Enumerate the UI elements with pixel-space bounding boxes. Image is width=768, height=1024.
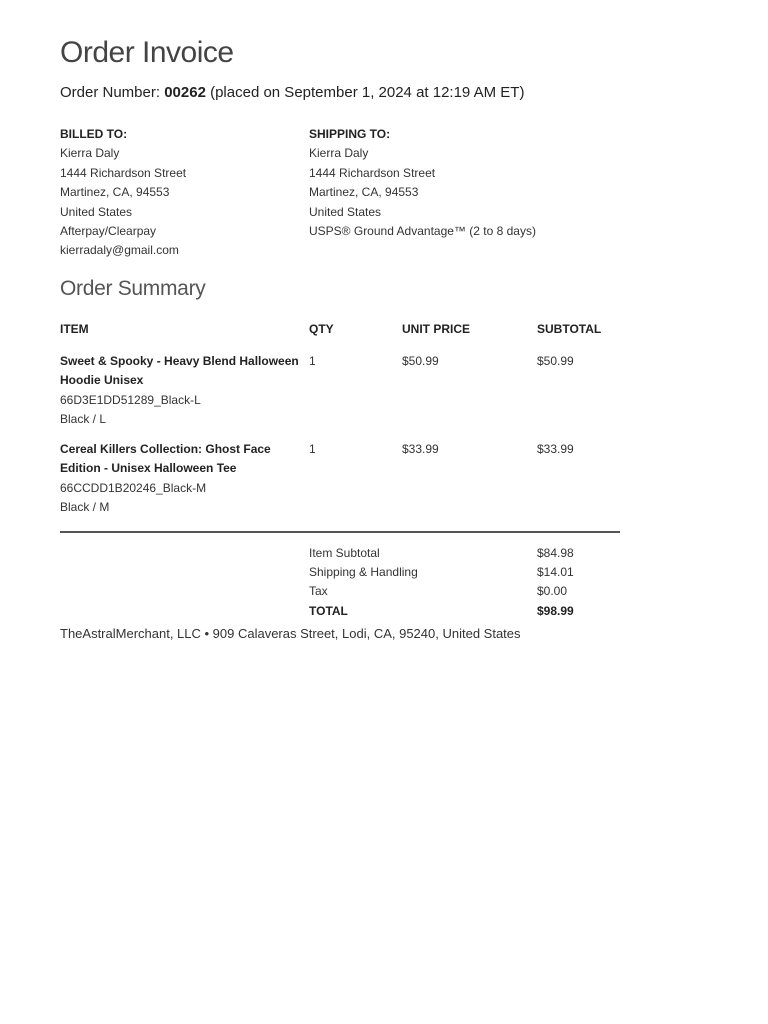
item-sku: 66D3E1DD51289_Black-L: [60, 392, 201, 407]
shipping-value: $14.01: [537, 565, 574, 580]
order-number: 00262: [164, 84, 206, 101]
item-subtotal-label: Item Subtotal: [309, 546, 380, 560]
item-sku: 66CCDD1B20246_Black-M: [60, 480, 207, 495]
order-placed-date: (placed on September 1, 2024 at 12:19 AM ET): [210, 84, 525, 101]
shipping-to-country: United States: [309, 204, 382, 219]
column-header-item: ITEM: [60, 322, 89, 336]
item-variant: Black / M: [60, 500, 110, 515]
billed-to-country: United States: [60, 204, 133, 219]
column-header-subtotal: SUBTOTAL: [537, 322, 602, 336]
item-name-line: Cereal Killers Collection: Ghost Face: [60, 442, 271, 456]
item-subtotal-value: $84.98: [537, 546, 574, 560]
totals-row-total: [0, 602, 768, 621]
column-header-qty: QTY: [309, 322, 334, 336]
billed-to-block: [60, 125, 186, 261]
item-name: [60, 440, 300, 479]
item-name-line: Edition - Unisex Halloween Tee: [60, 461, 237, 476]
billed-to-city: Martinez, CA, 94553: [60, 185, 170, 200]
item-name: [60, 352, 300, 391]
totals-row-item-subtotal: [0, 544, 768, 563]
order-number-label: Order Number:: [60, 84, 161, 101]
item-name-line: Sweet & Spooky - Heavy Blend Halloween: [60, 354, 299, 368]
shipping-method: USPS® Ground Advantage™ (2 to 8 days): [309, 224, 536, 239]
item-qty: 1: [309, 442, 316, 456]
total-label: TOTAL: [309, 603, 348, 618]
item-cell: [60, 352, 300, 430]
item-name-line: Hoodie Unisex: [60, 373, 144, 388]
payment-method: Afterpay/Clearpay: [60, 224, 157, 239]
column-header-unit-price: UNIT PRICE: [402, 322, 471, 336]
totals-block: [0, 544, 768, 621]
billed-to-name: Kierra Daly: [60, 146, 120, 161]
billed-to-street: 1444 Richardson Street: [60, 165, 187, 180]
tax-value: $0.00: [537, 584, 568, 599]
item-qty: 1: [309, 354, 316, 368]
item-subtotal: $33.99: [537, 442, 574, 456]
billed-to-heading: BILLED TO:: [60, 127, 128, 141]
item-unit-price: $33.99: [402, 442, 439, 456]
item-unit-price: $50.99: [402, 354, 439, 368]
item-cell: [60, 440, 300, 518]
billed-to-email: kierradaly@gmail.com: [60, 243, 179, 258]
tax-label: Tax: [309, 584, 328, 599]
merchant-footer: TheAstralMerchant, LLC • 909 Calaveras Street, Lodi, CA, 95240, United States: [60, 626, 521, 641]
item-variant: Black / L: [60, 412, 107, 427]
order-summary-title: Order Summary: [60, 277, 206, 300]
shipping-to-heading: SHIPPING TO:: [309, 127, 391, 141]
shipping-label: Shipping & Handling: [309, 565, 418, 580]
order-number-line: [60, 84, 524, 101]
shipping-to-city: Martinez, CA, 94553: [309, 185, 419, 200]
shipping-to-block: [309, 125, 536, 241]
shipping-to-street: 1444 Richardson Street: [309, 165, 436, 180]
shipping-to-name: Kierra Daly: [309, 146, 369, 161]
totals-row-shipping: [0, 563, 768, 582]
summary-divider: [60, 531, 620, 533]
total-value: $98.99: [537, 603, 574, 618]
page-title: Order Invoice: [60, 36, 234, 69]
totals-row-tax: [0, 582, 768, 601]
item-subtotal: $50.99: [537, 354, 574, 368]
